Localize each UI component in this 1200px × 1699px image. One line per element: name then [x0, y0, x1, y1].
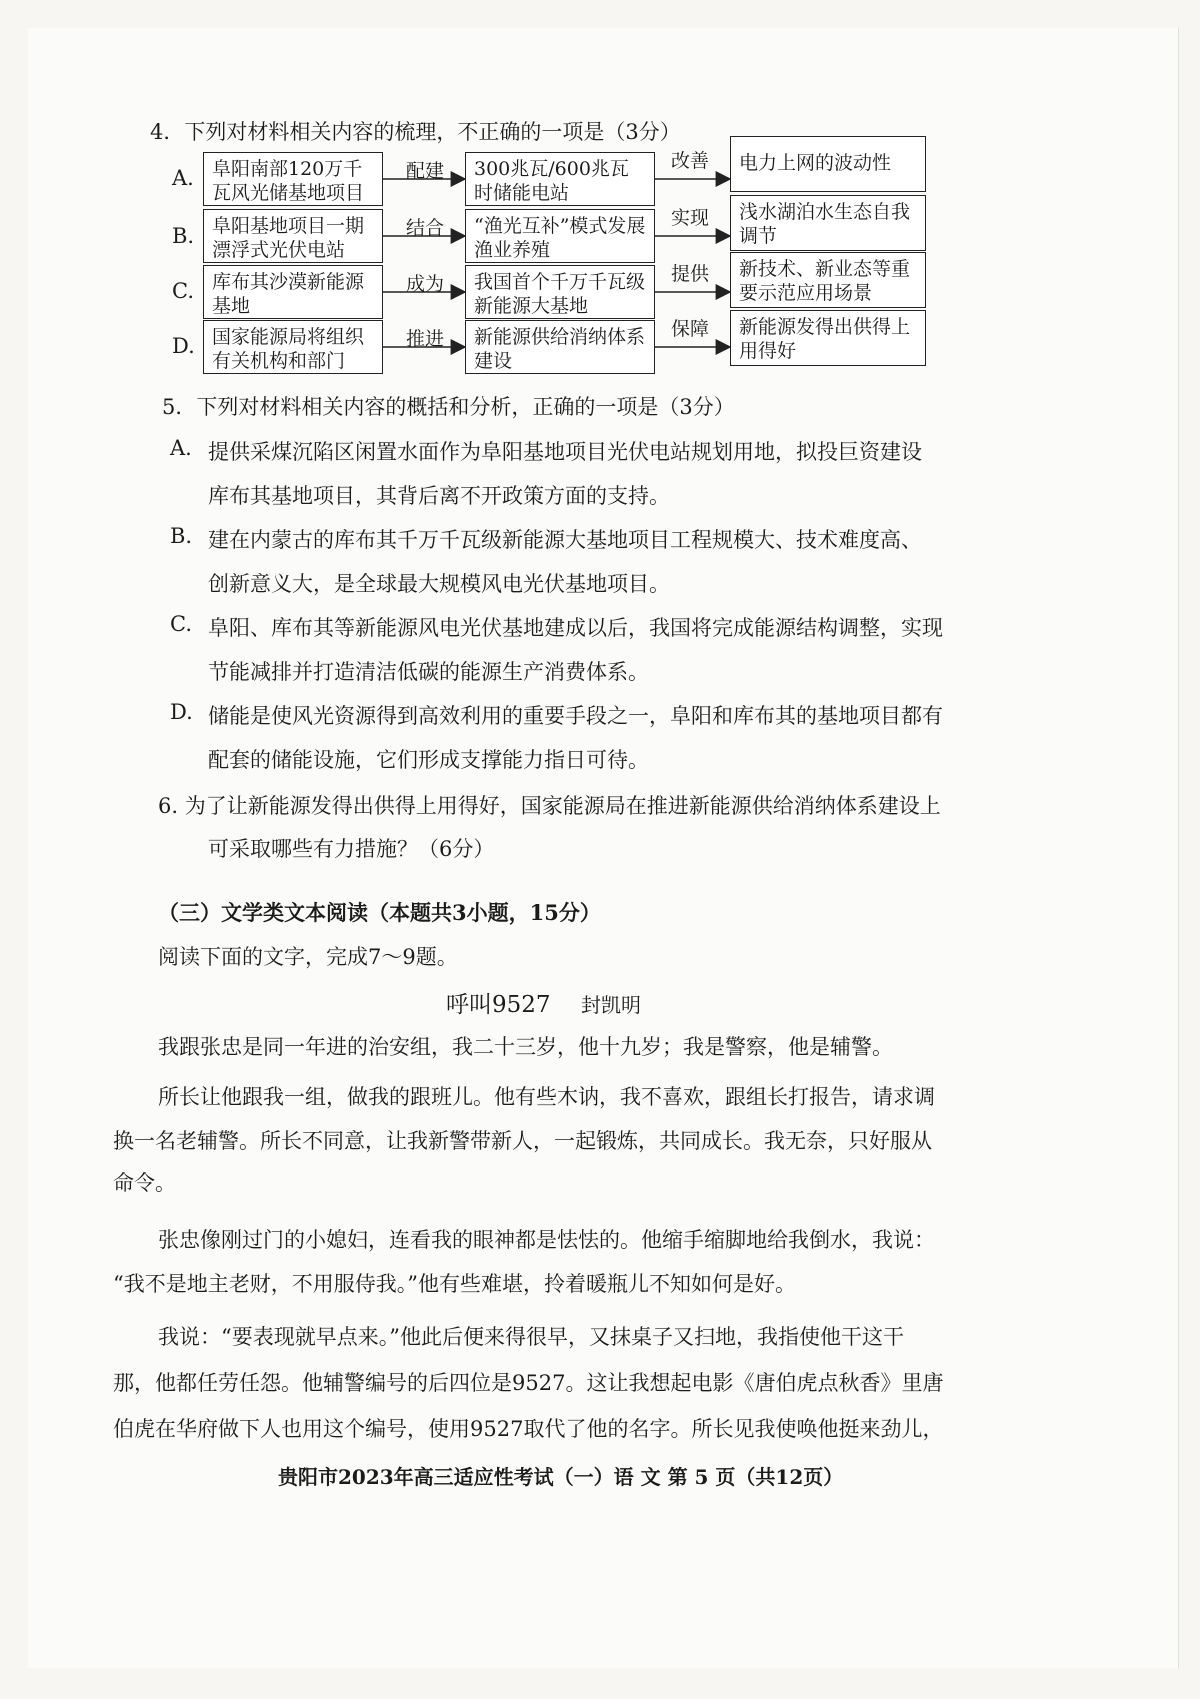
q4-row-c-letter: C.	[172, 279, 194, 303]
q4-row-a-box1: 阜阳南部120万千瓦风光储基地项目	[203, 152, 383, 206]
q4-row-d-letter: D.	[172, 334, 195, 358]
q5-opt-a-line1: 提供采煤沉陷区闲置水面作为阜阳基地项目光伏电站规划用地，拟投巨资建设	[208, 440, 922, 464]
q4-stem: 4．下列对材料相关内容的梳理，不正确的一项是（3分）	[150, 120, 681, 144]
q4-row-a-box2: 300兆瓦/600兆瓦时储能电站	[465, 152, 655, 206]
section3-instruction: 阅读下面的文字，完成7～9题。	[158, 945, 458, 969]
q4-row-d-arrow2-label: 保障	[671, 318, 710, 340]
q4-row-b-box3: 浅水湖泊水生态自我调节	[730, 195, 926, 251]
q6-line1: 6. 为了让新能源发得出供得上用得好，国家能源局在推进新能源供给消纳体系建设上	[158, 794, 941, 818]
q4-row-d-box1: 国家能源局将组织有关机构和部门	[203, 320, 383, 374]
q4-row-c-box2: 我国首个千万千瓦级新能源大基地	[465, 265, 655, 319]
q4-row-b-arrow2-label: 实现	[671, 207, 710, 229]
q5-opt-b-letter: B.	[170, 524, 193, 548]
story-line-1: 我跟张忠是同一年进的治安组，我二十三岁，他十九岁；我是警察，他是辅警。	[158, 1035, 893, 1059]
q5-opt-d-line2: 配套的储能设施，它们形成支撑能力指日可待。	[208, 748, 649, 772]
q4-row-b-box1: 阜阳基地项目一期漂浮式光伏电站	[203, 209, 383, 263]
q4-row-c-box3: 新技术、新业态等重要示范应用场景	[730, 252, 926, 308]
q4-row-b-letter: B.	[172, 224, 195, 248]
story-line-3: 换一名老辅警。所长不同意，让我新警带新人，一起锻炼，共同成长。我无奈，只好服从	[113, 1129, 932, 1153]
story-line-9: 伯虎在华府做下人也用这个编号，使用9527取代了他的名字。所长见我使唤他挺来劲儿，	[113, 1417, 944, 1441]
q5-opt-c-line2: 节能减排并打造清洁低碳的能源生产消费体系。	[208, 660, 649, 684]
q4-row-a-box3: 电力上网的波动性	[730, 136, 926, 192]
q4-row-b-box2: “渔光互补”模式发展渔业养殖	[465, 209, 655, 263]
q4-row-d-box2: 新能源供给消纳体系建设	[465, 320, 655, 374]
q4-row-d-box3: 新能源发得出供得上用得好	[730, 310, 926, 366]
story-line-4: 命令。	[113, 1171, 176, 1195]
page-footer: 贵阳市2023年高三适应性考试（一）语 文 第 5 页（共12页）	[278, 1465, 844, 1489]
q4-row-c-box1: 库布其沙漠新能源基地	[203, 265, 383, 319]
q4-row-a-letter: A.	[172, 166, 194, 190]
story-line-7: 我说：“要表现就早点来。”他此后便来得很早，又抹桌子又扫地，我指使他干这干	[158, 1325, 904, 1349]
q5-opt-b-line1: 建在内蒙古的库布其千万千瓦级新能源大基地项目工程规模大、技术难度高、	[208, 528, 922, 552]
q4-row-a-arrow1-label: 配建	[406, 160, 445, 182]
q5-opt-d-letter: D.	[170, 700, 193, 724]
q5-stem: 5．下列对材料相关内容的概括和分析，正确的一项是（3分）	[162, 395, 735, 419]
story-line-5: 张忠像刚过门的小媳妇，连看我的眼神都是怯怯的。他缩手缩脚地给我倒水，我说：	[158, 1228, 935, 1252]
story-title: 呼叫9527	[446, 992, 551, 1018]
story-line-8: 那，他都任劳任怨。他辅警编号的后四位是9527。这让我想起电影《唐伯虎点秋香》里唐	[113, 1371, 944, 1395]
q4-row-d-arrow1-label: 推进	[406, 328, 445, 350]
story-line-2: 所长让他跟我一组，做我的跟班儿。他有些木讷，我不喜欢，跟组长打报告，请求调	[158, 1085, 935, 1109]
exam-page	[28, 28, 1179, 1668]
q5-opt-d-line1: 储能是使风光资源得到高效利用的重要手段之一，阜阳和库布其的基地项目都有	[208, 704, 943, 728]
q4-row-a-arrow2-label: 改善	[671, 150, 710, 172]
q5-opt-c-line1: 阜阳、库布其等新能源风电光伏基地建成以后，我国将完成能源结构调整，实现	[208, 616, 943, 640]
q6-line2: 可采取哪些有力措施？（6分）	[208, 837, 495, 861]
q4-row-b-arrow1-label: 结合	[406, 217, 445, 239]
section3-heading: （三）文学类文本阅读（本题共3小题，15分）	[158, 900, 601, 925]
story-line-6: “我不是地主老财，不用服侍我。”他有些难堪，拎着暖瓶儿不知如何是好。	[113, 1272, 796, 1296]
q5-opt-b-line2: 创新意义大，是全球最大规模风电光伏基地项目。	[208, 572, 670, 596]
q4-row-c-arrow2-label: 提供	[671, 263, 710, 285]
q4-row-c-arrow1-label: 成为	[406, 273, 445, 295]
q5-opt-c-letter: C.	[170, 612, 192, 636]
story-author: 封凯明	[581, 993, 641, 1017]
q5-opt-a-letter: A.	[170, 436, 192, 460]
q5-opt-a-line2: 库布其基地项目，其背后离不开政策方面的支持。	[208, 484, 670, 508]
